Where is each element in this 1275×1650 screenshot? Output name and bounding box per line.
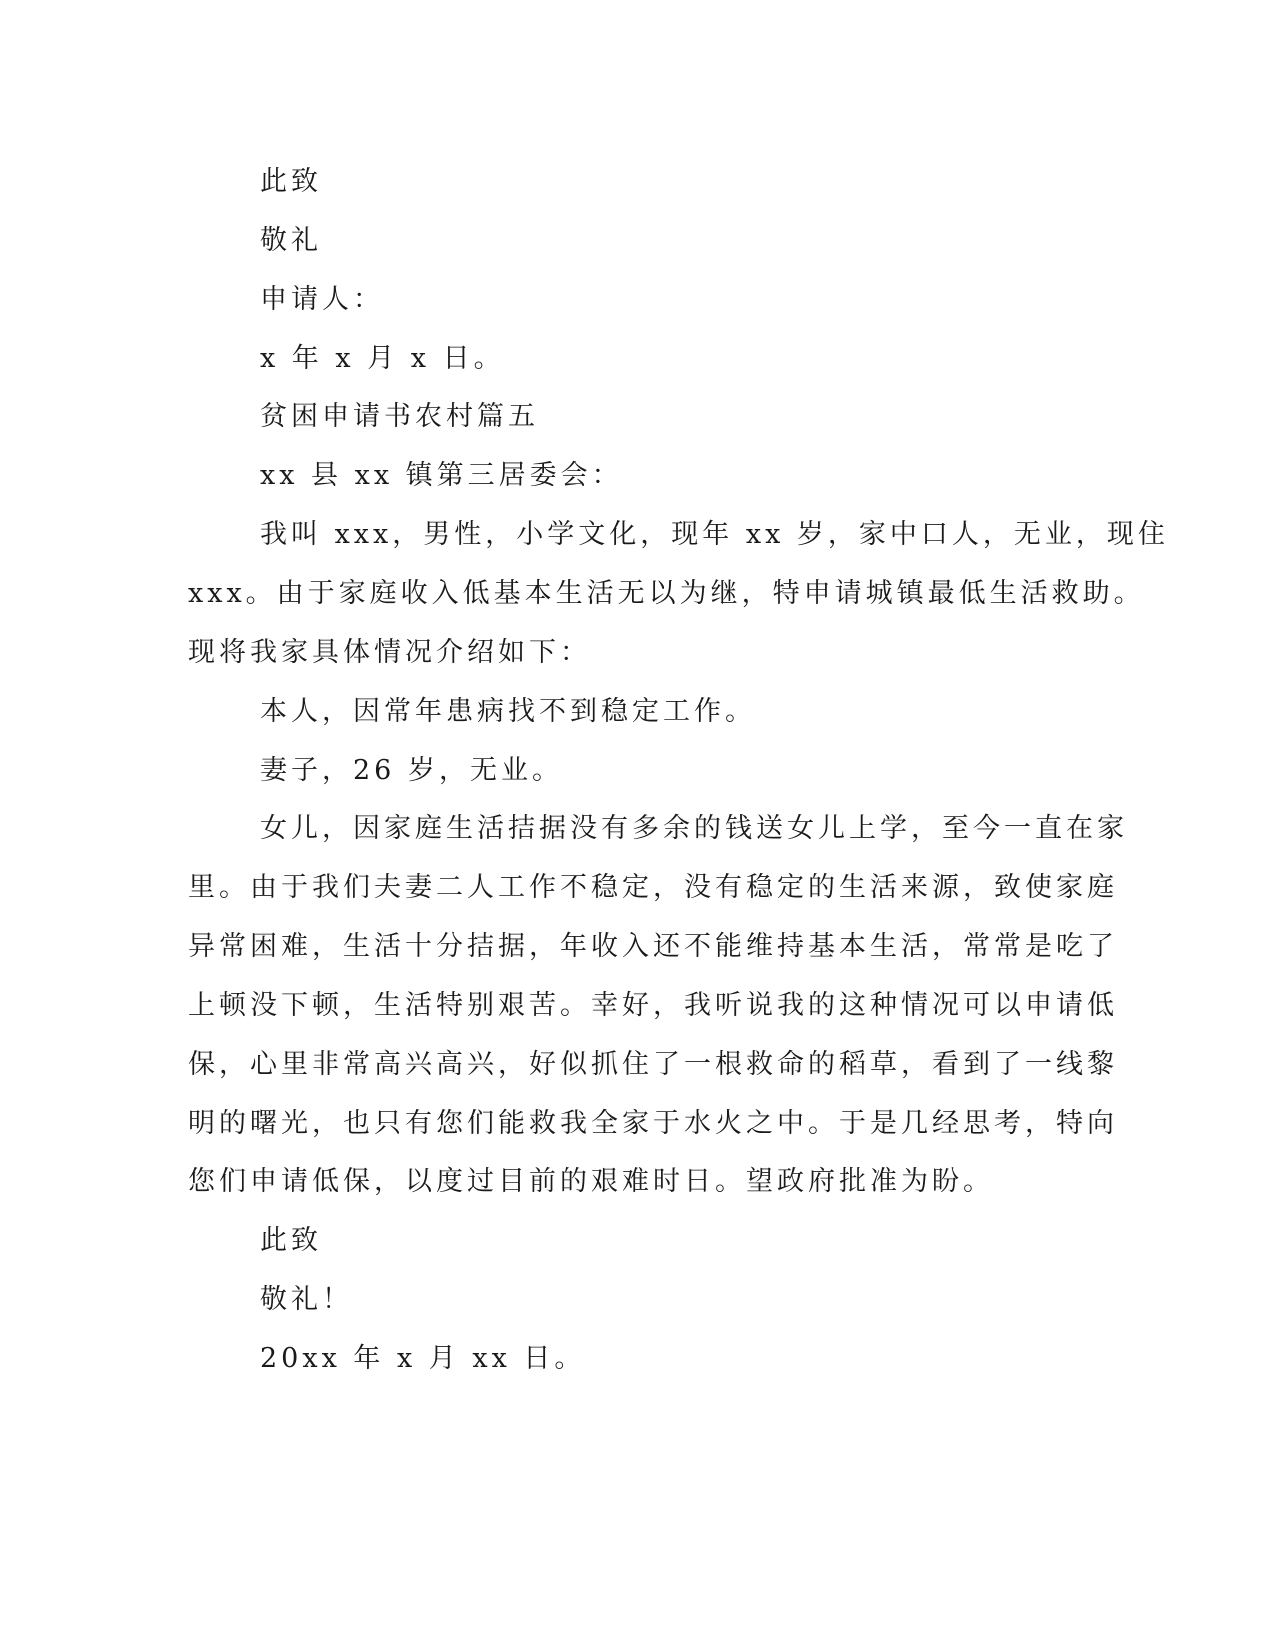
body-line: 妻子，26 岁，无业。 [260, 755, 563, 786]
body-line: 异常困难，生活十分拮据，年收入还不能维持基本生活，常常是吃了 [188, 931, 1118, 962]
body-line: 里。由于我们夫妻二人工作不稳定，没有稳定的生活来源，致使家庭 [188, 872, 1118, 903]
closing-cizhi: 此致 [260, 166, 322, 197]
body-line: 您们申请低保，以度过目前的艰难时日。望政府批准为盼。 [188, 1166, 994, 1197]
body-line: 明的曙光，也只有您们能救我全家于水火之中。于是几经思考，特向 [188, 1108, 1118, 1139]
body-line: 女儿，因家庭生活拮据没有多余的钱送女儿上学，至今一直在家 [260, 813, 1128, 844]
closing-jingli: 敬礼！ [260, 1284, 353, 1315]
date-line: x 年 x 月 x 日。 [260, 343, 505, 374]
body-line: 保，心里非常高兴高兴，好似抓住了一根救命的稻草，看到了一线黎 [188, 1049, 1118, 1080]
body-line: 我叫 xxx，男性，小学文化，现年 xx 岁，家中口人，无业，现住 [260, 519, 1169, 550]
section-heading: 贫困申请书农村篇五 [260, 401, 539, 432]
applicant-label: 申请人： [260, 284, 384, 315]
body-line: 现将我家具体情况介绍如下： [188, 637, 591, 668]
body-line: 本人，因常年患病找不到稳定工作。 [260, 696, 756, 727]
body-line: xxx。由于家庭收入低基本生活无以为继，特申请城镇最低生活救助。 [188, 578, 1145, 609]
closing-cizhi: 此致 [260, 1225, 322, 1256]
date-line: 20xx 年 x 月 xx 日。 [260, 1343, 586, 1374]
closing-jingli: 敬礼 [260, 225, 322, 256]
body-line: 上顿没下顿，生活特别艰苦。幸好，我听说我的这种情况可以申请低 [188, 990, 1118, 1021]
recipient-line: xx 县 xx 镇第三居委会： [260, 460, 623, 491]
